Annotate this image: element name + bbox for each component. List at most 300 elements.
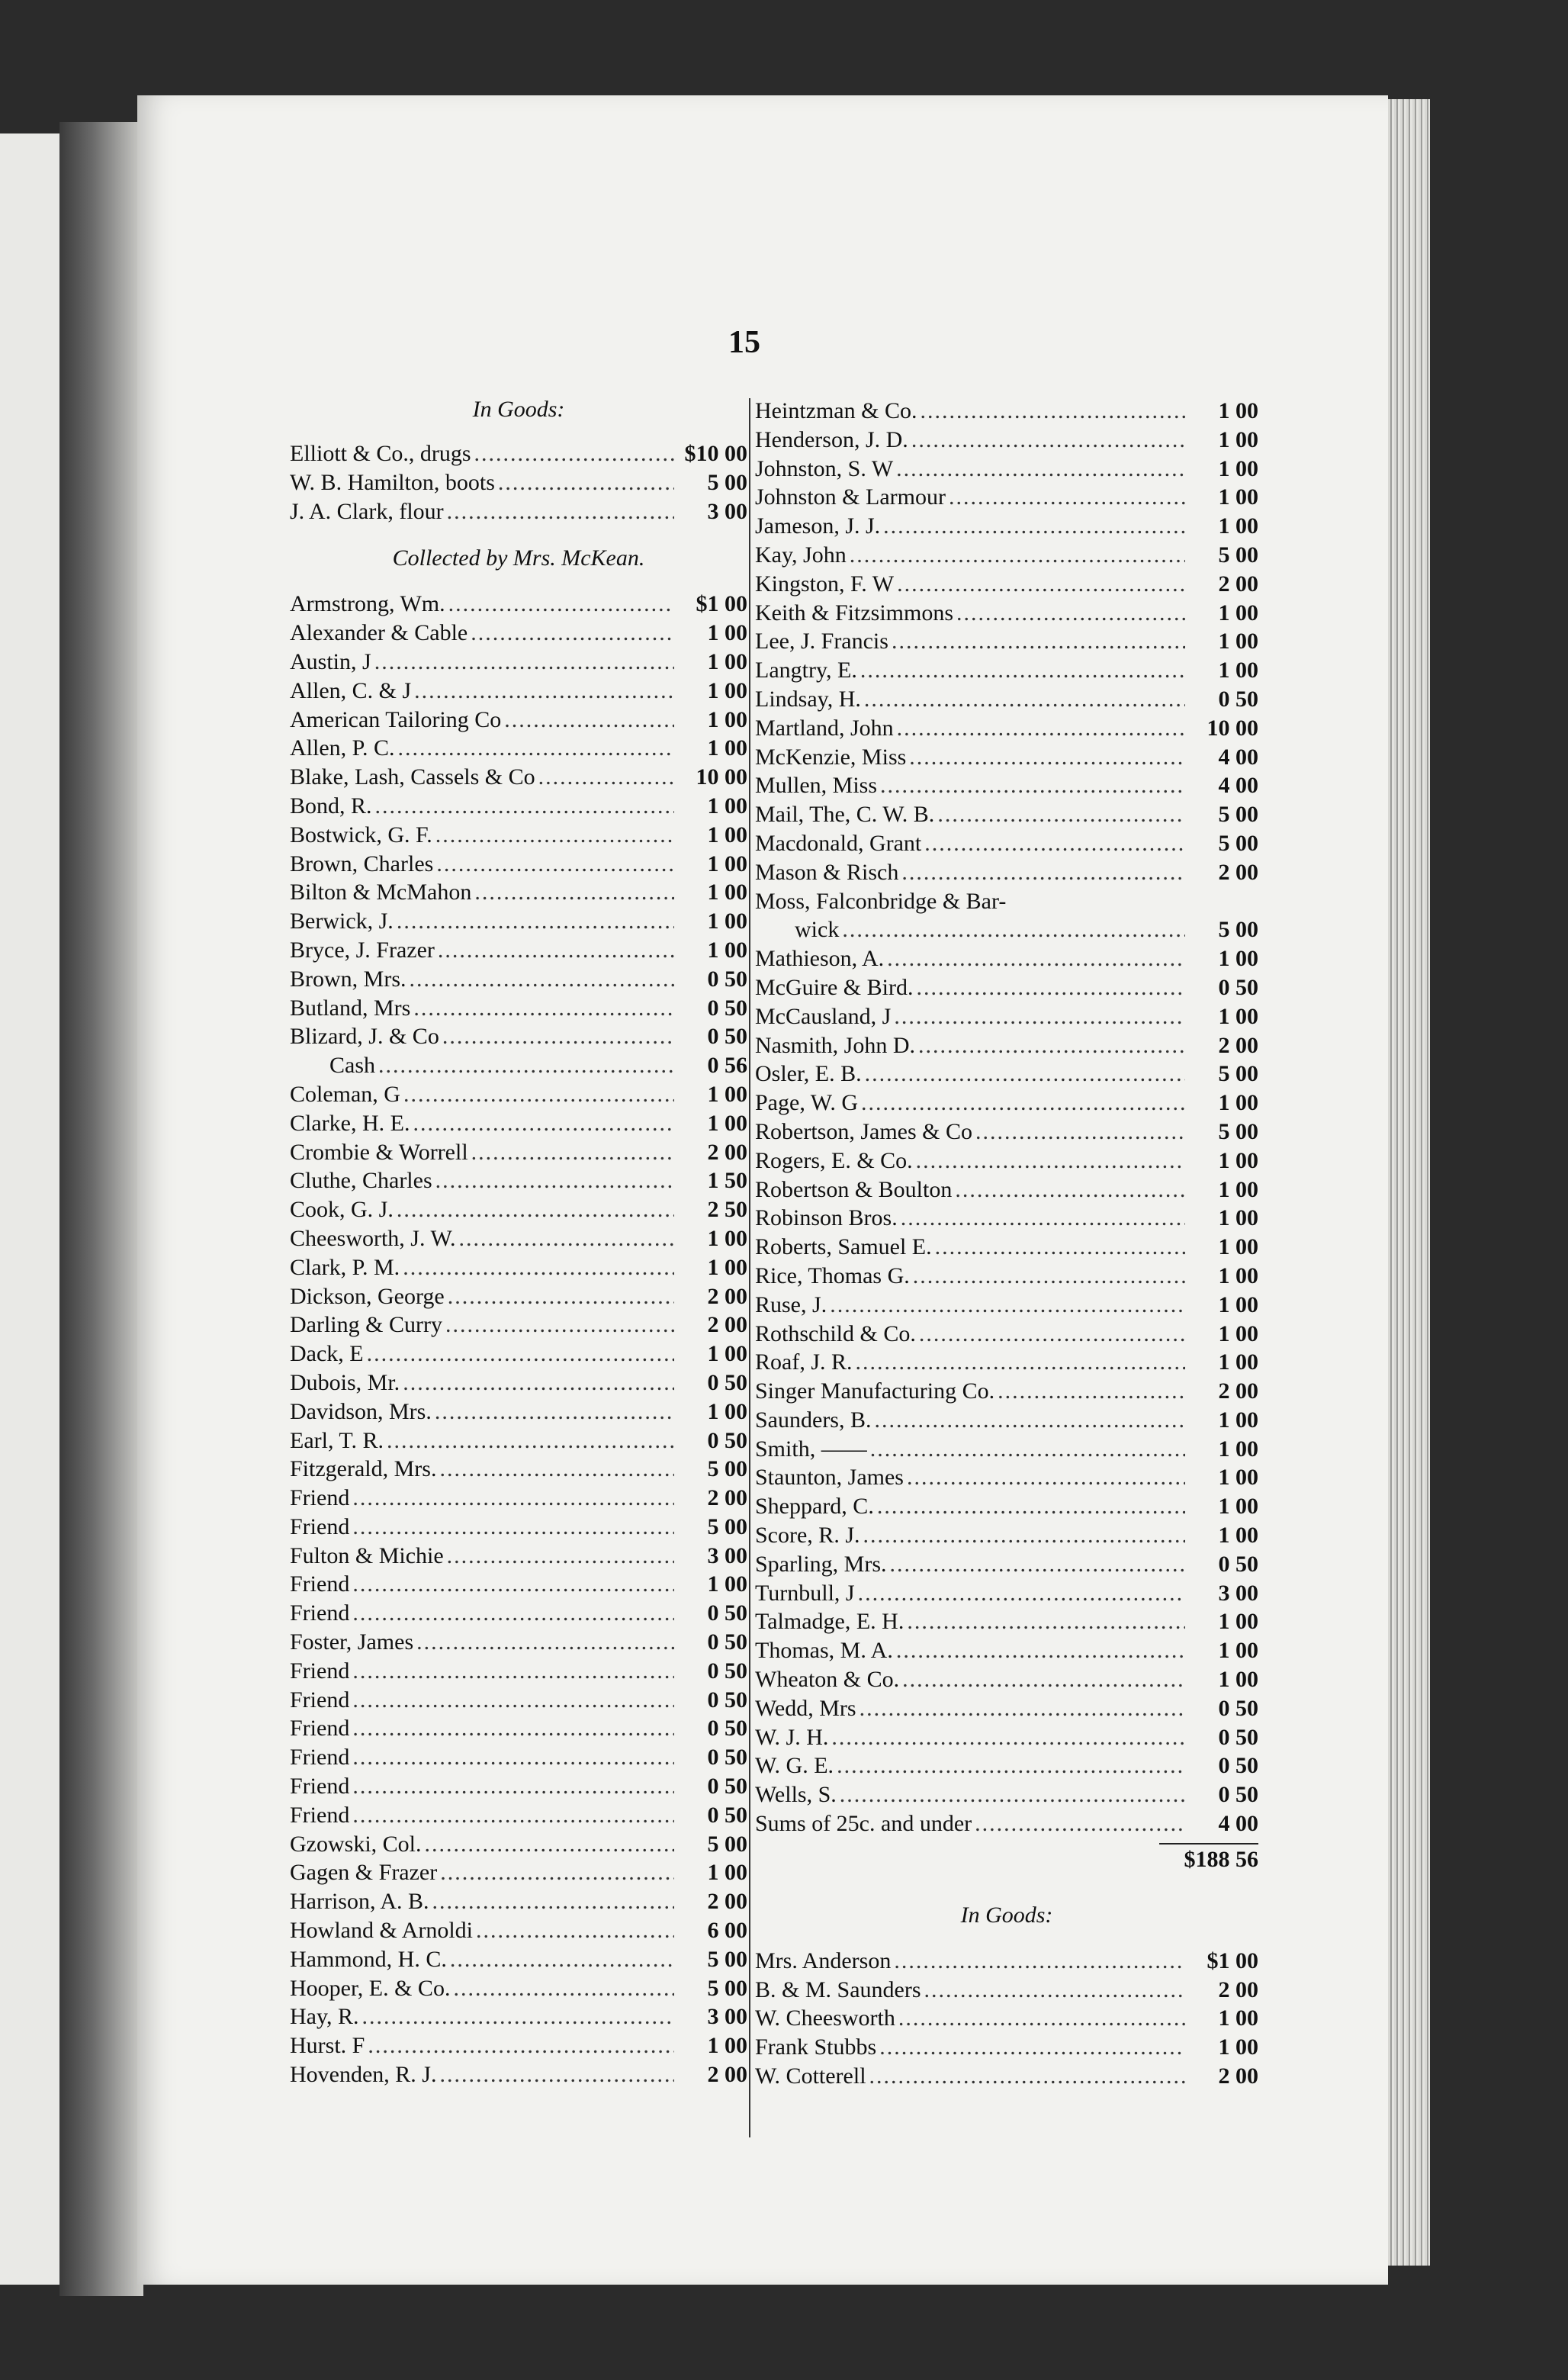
entry-amount: 1 00 [707, 648, 747, 674]
list-item [290, 1340, 747, 1368]
entry-name: Cash [329, 1053, 375, 1079]
facing-page-edge [0, 133, 61, 2285]
list-item [290, 734, 747, 763]
entry-amount: 3 00 [707, 1542, 747, 1568]
entry-name: Friend [290, 1571, 350, 1597]
entry-name: Friend [290, 1687, 350, 1713]
entry-name: Score, R. J. [755, 1523, 860, 1549]
list-item [755, 1002, 1258, 1031]
leader-dots [422, 1830, 675, 1859]
entry-name: Foster, James [290, 1629, 414, 1655]
list-item [290, 2060, 747, 2089]
entry-name: Friend [290, 1716, 350, 1742]
entry-name: Macdonald, Grant [755, 830, 922, 856]
list-item [755, 397, 1258, 426]
entry-amount: 1 00 [1218, 629, 1258, 654]
entry-amount: 1 00 [1218, 1234, 1258, 1260]
entry-amount: 1 00 [1218, 1407, 1258, 1433]
list-item [290, 1599, 747, 1628]
entry-name: Robertson, James & Co [755, 1118, 972, 1144]
entry-amount: 1 00 [707, 937, 747, 963]
entry-amount: 1 00 [707, 620, 747, 646]
list-item [290, 907, 747, 936]
entry-amount: 2 00 [1218, 571, 1258, 597]
list-item [755, 1118, 1258, 1147]
list-item [755, 1233, 1258, 1262]
entry-amount: 5 00 [1218, 802, 1258, 828]
entry-name: Clarke, H. E. [290, 1110, 410, 1136]
entry-name: W. Cheesworth [755, 2005, 895, 2031]
entry-name: Brown, Mrs. [290, 966, 406, 992]
leader-dots [436, 1455, 674, 1484]
list-item [755, 1492, 1258, 1521]
entry-name: Johnston & Larmour [755, 484, 946, 510]
entry-name: Brown, Charles [290, 851, 434, 876]
entry-amount: 1 00 [1218, 1320, 1258, 1346]
entry-name: Smith, —— [755, 1436, 867, 1462]
list-item [290, 1166, 747, 1195]
entry-name: Friend [290, 1802, 350, 1828]
entry-amount: 0 50 [707, 1658, 747, 1684]
entry-name: Sums of 25c. and under [755, 1811, 972, 1837]
list-item [755, 1607, 1258, 1636]
list-item [755, 1947, 1258, 1976]
entry-amount: 0 50 [1218, 1551, 1258, 1577]
entry-amount: 0 50 [707, 1427, 747, 1453]
entry-name: Saunders, B. [755, 1407, 872, 1433]
entry-name: Fitzgerald, Mrs. [290, 1456, 437, 1482]
leader-dots [372, 792, 674, 821]
entry-name: Crombie & Worrell [290, 1139, 468, 1165]
leader-dots [932, 1233, 1185, 1262]
entry-name: McCausland, J [755, 1003, 892, 1029]
entry-amount: 0 56 [707, 1053, 747, 1079]
entry-name: Dack, E [290, 1341, 364, 1367]
leader-dots [447, 1945, 674, 1974]
leader-dots [410, 994, 674, 1023]
leader-dots [410, 1109, 674, 1138]
list-item [755, 1751, 1258, 1780]
entry-amount: 2 00 [707, 1312, 747, 1338]
leader-dots [880, 512, 1185, 541]
entry-name: Kingston, F. W [755, 571, 895, 597]
leader-dots [934, 800, 1185, 829]
leader-dots [893, 455, 1185, 484]
entry-name: Berwick, J. [290, 909, 394, 934]
leader-dots [946, 483, 1185, 512]
entry-name: Bond, R. [290, 793, 372, 819]
leader-dots [394, 1195, 674, 1224]
list-item [755, 2062, 1258, 2091]
entry-amount: 5 00 [1218, 830, 1258, 856]
entry-amount: 0 50 [707, 1802, 747, 1828]
list-item [290, 1080, 747, 1109]
entry-amount: 1 00 [707, 822, 747, 847]
entry-amount: 1 00 [707, 880, 747, 905]
leader-dots [435, 936, 674, 965]
entry-amount: 1 00 [1218, 1176, 1258, 1202]
leader-dots [895, 2004, 1185, 2033]
entry-amount: 1 00 [707, 1860, 747, 1886]
list-item [290, 1455, 747, 1484]
column-divider [749, 398, 750, 2137]
entry-name: Armstrong, Wm. [290, 591, 445, 617]
leader-dots [877, 771, 1185, 800]
list-item [290, 1426, 747, 1455]
list-item [290, 1022, 747, 1051]
leader-dots [855, 1579, 1185, 1608]
entry-amount: 2 00 [1218, 1378, 1258, 1404]
entry-amount: 1 00 [707, 1254, 747, 1280]
entry-amount: 0 50 [707, 1629, 747, 1655]
entry-name: Allen, C. & J [290, 677, 412, 703]
entry-name: Alexander & Cable [290, 620, 468, 646]
list-item [755, 541, 1258, 570]
leader-dots [906, 743, 1185, 772]
leader-dots [872, 1406, 1186, 1435]
entry-amount: 1 00 [707, 677, 747, 703]
list-item [755, 800, 1258, 829]
entry-name: Martland, John [755, 715, 894, 741]
entry-name: Mail, The, C. W. B. [755, 802, 935, 828]
list-item [290, 706, 747, 735]
entry-name: Mathieson, A. [755, 946, 885, 972]
leader-dots [894, 570, 1185, 599]
entry-name: W. G. E. [755, 1753, 834, 1779]
entry-amount: 6 00 [707, 1918, 747, 1944]
entry-name: Earl, T. R. [290, 1427, 384, 1453]
entry-amount: 1 00 [1218, 1349, 1258, 1375]
list-item [755, 973, 1258, 1002]
entry-amount: 1 00 [707, 735, 747, 761]
leader-dots [375, 1051, 674, 1080]
left-column [290, 397, 747, 2089]
entry-name: Henderson, J. D. [755, 426, 908, 452]
entry-name: Friend [290, 1513, 350, 1539]
entry-amount: 4 00 [1218, 744, 1258, 770]
list-item [290, 1887, 747, 1916]
leader-dots [867, 1435, 1185, 1464]
list-item [755, 2033, 1258, 2062]
entry-name: Langtry, E. [755, 658, 857, 683]
leader-dots [910, 1262, 1185, 1291]
leader-dots [899, 1665, 1185, 1694]
entry-name: Dubois, Mr. [290, 1369, 400, 1395]
entry-name: Clark, P. M. [290, 1254, 400, 1280]
list-item [755, 1147, 1258, 1176]
entry-amount: 1 00 [707, 793, 747, 819]
list-item [755, 1579, 1258, 1608]
list-item [290, 677, 747, 706]
list-item [755, 1176, 1258, 1204]
list-item [755, 483, 1258, 512]
entry-name: W. B. Hamilton, boots [290, 469, 495, 495]
entry-name: Cook, G. J. [290, 1197, 394, 1223]
entry-name: Allen, P. C. [290, 735, 395, 761]
book-spine [59, 122, 143, 2296]
leader-dots [921, 1976, 1186, 2005]
entry-amount: 2 00 [707, 1283, 747, 1309]
entry-amount: 0 50 [1218, 1782, 1258, 1808]
leader-dots [953, 599, 1185, 628]
entry-amount: 1 00 [1218, 946, 1258, 972]
entry-amount: 1 00 [1218, 1465, 1258, 1491]
leader-dots [501, 706, 674, 735]
entry-name: Rice, Thomas G. [755, 1262, 910, 1288]
entry-amount: 3 00 [1218, 1580, 1258, 1606]
leader-dots [891, 1002, 1185, 1031]
list-item [290, 2002, 747, 2031]
list-item [290, 1945, 747, 1974]
leader-dots [349, 1570, 674, 1599]
entry-name: W. J. H. [755, 1724, 829, 1750]
entry-amount: 0 50 [1218, 1724, 1258, 1750]
list-item [290, 1858, 747, 1887]
entry-name: Wheaton & Co. [755, 1667, 900, 1693]
leader-dots [856, 1694, 1185, 1723]
leader-dots [394, 907, 674, 936]
entry-name: Keith & Fitzsimmons [755, 600, 954, 626]
list-item [290, 850, 747, 879]
leader-dots [862, 1060, 1185, 1089]
list-item [290, 497, 747, 526]
entry-name: Heintzman & Co. [755, 398, 917, 423]
leader-dots [921, 829, 1185, 858]
entry-name: Friend [290, 1745, 350, 1771]
list-item [755, 599, 1258, 628]
entry-name: Fulton & Michie [290, 1542, 444, 1568]
list-item [290, 821, 747, 850]
list-item [755, 627, 1258, 656]
collected-heading: Collected by Mrs. McKean. [392, 545, 645, 571]
leader-dots [858, 1089, 1185, 1118]
entry-amount: 2 00 [1218, 1032, 1258, 1058]
leader-dots [456, 1224, 675, 1253]
list-item [755, 1377, 1258, 1406]
right-goods-list [755, 1947, 1258, 2091]
leader-dots [349, 1801, 674, 1830]
leader-dots [972, 1809, 1185, 1838]
leader-dots [445, 590, 674, 619]
entry-name: Turnbull, J [755, 1580, 855, 1606]
entry-name: Hurst. F [290, 2033, 365, 2059]
leader-dots [916, 1320, 1185, 1349]
entry-name: Hay, R. [290, 2004, 359, 2030]
entry-amount: 1 00 [707, 909, 747, 934]
list-item [290, 1743, 747, 1772]
entry-amount: 2 00 [1218, 2063, 1258, 2089]
entry-amount: 5 00 [707, 469, 747, 495]
entry-name: Singer Manufacturing Co. [755, 1378, 995, 1404]
entry-amount: 1 00 [1218, 1003, 1258, 1029]
leader-dots [432, 1166, 674, 1195]
list-item [290, 1224, 747, 1253]
leader-dots [349, 1599, 674, 1628]
list-item [755, 1780, 1258, 1809]
leader-dots [359, 2002, 674, 2031]
entry-amount: 5 00 [1218, 1118, 1258, 1144]
entry-name: Hovenden, R. J. [290, 2062, 437, 2088]
entry-name: Roberts, Samuel E. [755, 1234, 932, 1260]
entry-amount: 1 00 [1218, 1667, 1258, 1693]
list-item [755, 1550, 1258, 1579]
entry-amount: 1 00 [1218, 2034, 1258, 2060]
list-item [290, 878, 747, 907]
entry-name: Bostwick, G. F. [290, 822, 432, 847]
left-goods-heading: In Goods: [472, 397, 565, 422]
leader-dots [952, 1176, 1185, 1204]
list-item [755, 512, 1258, 541]
list-item [755, 1060, 1258, 1089]
entry-amount: 1 00 [1218, 513, 1258, 539]
entry-name: McKenzie, Miss [755, 744, 907, 770]
entry-name: wick [795, 917, 840, 943]
leader-dots [891, 1947, 1185, 1976]
leader-dots [853, 1348, 1186, 1377]
entry-name: American Tailoring Co [290, 706, 502, 732]
entry-name: Austin, J [290, 648, 371, 674]
entry-amount: 2 50 [707, 1197, 747, 1223]
leader-dots [828, 1723, 1185, 1752]
list-item [755, 1463, 1258, 1492]
page-edges [1388, 99, 1430, 2266]
leader-dots [349, 1484, 674, 1513]
total-row [755, 1844, 1258, 1875]
entry-amount: 1 00 [707, 1110, 747, 1136]
entry-amount: 5 00 [707, 1513, 747, 1539]
entry-amount: 1 00 [1218, 1523, 1258, 1549]
entry-name: Rothschild & Co. [755, 1320, 916, 1346]
leader-dots [349, 1686, 674, 1715]
leader-dots [349, 1772, 674, 1801]
leader-dots [847, 541, 1185, 570]
entry-name: Gzowski, Col. [290, 1831, 422, 1857]
entry-amount: 2 00 [707, 1889, 747, 1915]
leader-dots [364, 1340, 674, 1368]
entry-amount: 5 00 [707, 1975, 747, 2001]
list-item [755, 685, 1258, 714]
leader-dots [839, 915, 1185, 944]
list-item [755, 858, 1258, 887]
entry-name: Nasmith, John D. [755, 1032, 915, 1058]
entry-name: Staunton, James [755, 1465, 904, 1491]
leader-dots [437, 1858, 674, 1887]
list-item [290, 1513, 747, 1542]
leader-dots [411, 677, 674, 706]
list-item [290, 2031, 747, 2060]
entry-amount: 1 00 [1218, 600, 1258, 626]
entry-amount: 1 00 [707, 851, 747, 876]
leader-dots [857, 656, 1185, 685]
leader-dots [834, 1751, 1185, 1780]
entry-name: Darling & Curry [290, 1312, 442, 1338]
leader-dots [913, 973, 1185, 1002]
leader-dots [468, 619, 674, 648]
leader-dots [468, 1138, 674, 1167]
list-item [290, 1801, 747, 1830]
entry-amount: 1 00 [1218, 1494, 1258, 1520]
leader-dots [917, 397, 1185, 426]
entry-name: Page, W. G [755, 1090, 858, 1116]
entry-name: Thomas, M. A. [755, 1638, 893, 1664]
entry-name: Friend [290, 1658, 350, 1684]
entry-amount: 1 00 [707, 1081, 747, 1107]
leader-dots [365, 2031, 674, 2060]
total-amount: $188 56 [1184, 1846, 1258, 1872]
list-item [755, 1694, 1258, 1723]
entry-name: Talmadge, E. H. [755, 1609, 904, 1635]
entry-name: Friend [290, 1774, 350, 1799]
list-item [290, 468, 747, 497]
entry-amount: 0 50 [707, 1024, 747, 1050]
entry-name: Osler, E. B. [755, 1061, 862, 1087]
list-item [755, 1406, 1258, 1435]
entry-name: J. A. Clark, flour [290, 498, 444, 524]
list-item [290, 763, 747, 792]
list-item [290, 1109, 747, 1138]
entry-amount: 5 00 [707, 1831, 747, 1857]
list-item [755, 1976, 1258, 2005]
list-item [755, 1348, 1258, 1377]
entry-amount: 0 50 [707, 1774, 747, 1799]
entry-amount: $10 00 [684, 441, 747, 466]
entry-name: Lindsay, H. [755, 686, 861, 712]
entry-name: Friend [290, 1600, 350, 1626]
entry-amount: 5 00 [707, 1946, 747, 1972]
leader-dots [371, 648, 674, 677]
page-number: 15 [728, 325, 760, 360]
entry-amount: 2 00 [1218, 859, 1258, 885]
list-item [290, 1368, 747, 1397]
list-item [290, 619, 747, 648]
list-item [755, 1320, 1258, 1349]
entry-amount: 4 00 [1218, 773, 1258, 799]
entry-name: Mason & Risch [755, 859, 899, 885]
entry-name: Howland & Arnoldi [290, 1918, 473, 1944]
entry-name: Sheppard, C. [755, 1494, 874, 1520]
entry-amount: 1 00 [707, 706, 747, 732]
leader-dots [450, 1974, 674, 2003]
right-goods-heading: In Goods: [960, 1902, 1053, 1928]
entry-amount: 1 00 [707, 1341, 747, 1367]
entry-amount: 0 50 [707, 1745, 747, 1771]
leader-dots [349, 1714, 674, 1743]
entry-name: Moss, Falconbridge & Bar- [755, 888, 1007, 914]
entry-amount: 0 50 [707, 1600, 747, 1626]
leader-dots [349, 1743, 674, 1772]
entry-amount: 1 00 [1218, 426, 1258, 452]
entry-name: Cheesworth, J. W. [290, 1225, 456, 1251]
leader-dots [406, 965, 674, 994]
leader-dots [471, 439, 674, 468]
list-item [755, 1031, 1258, 1060]
entry-amount: 1 00 [1218, 484, 1258, 510]
list-item [290, 1714, 747, 1743]
leader-dots [471, 878, 674, 907]
list-item [290, 1397, 747, 1426]
leader-dots [429, 1887, 675, 1916]
entry-name: Ruse, J. [755, 1291, 827, 1317]
list-item [755, 915, 1258, 944]
entry-name: Elliott & Co., drugs [290, 441, 471, 466]
leader-dots [495, 468, 674, 497]
entry-amount: 1 00 [1218, 1436, 1258, 1462]
entry-name: Robinson Bros. [755, 1205, 898, 1231]
leader-dots [436, 2060, 674, 2089]
entry-name: Johnston, S. W [755, 455, 894, 481]
entry-amount: $1 00 [696, 591, 747, 617]
list-item [755, 944, 1258, 973]
